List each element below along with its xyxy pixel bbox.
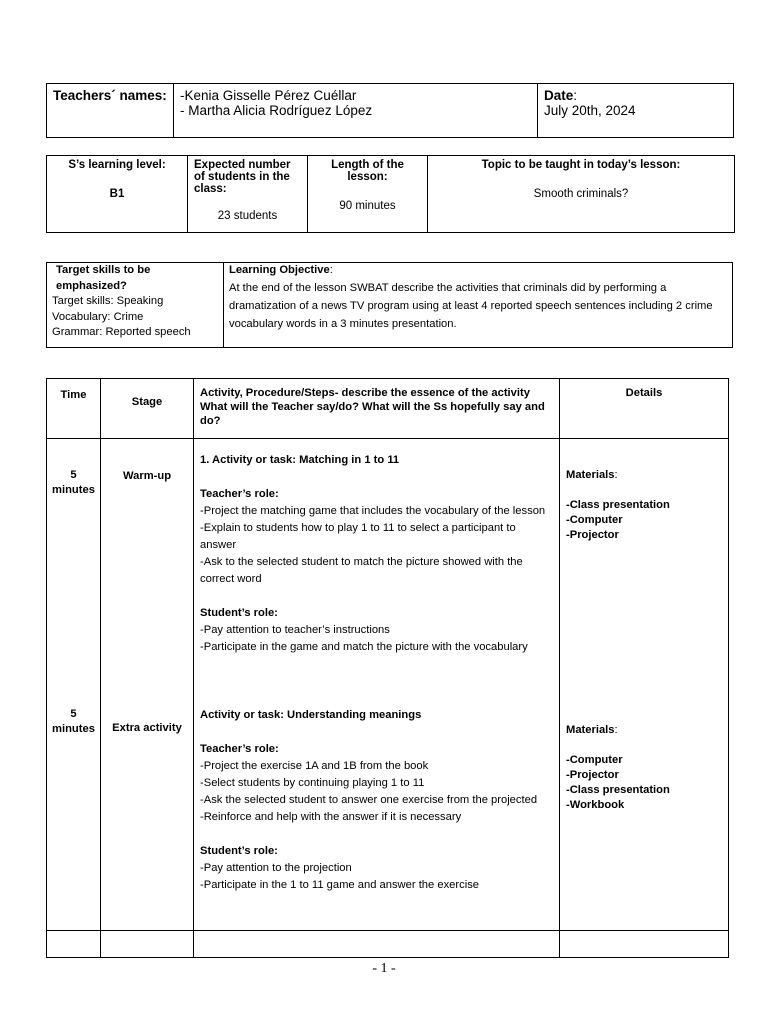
material-item: -Workbook [566,799,625,811]
teacher-step: -Explain to students how to play 1 to 11 to select a participant to answer [200,522,516,551]
teachers-label-cell [47,84,174,138]
material-item: -Computer [566,754,623,766]
skills-line-3: Grammar: Reported speech [52,326,191,338]
length-value: 90 minutes [339,200,396,212]
stage-2: Extra activity [112,722,182,734]
time-num-2: 5 [70,708,77,720]
students-label: Expected number of students in the class [194,159,291,195]
teacher-name-1: -Kenia Gisselle Pérez Cuéllar [180,88,357,103]
skills-line-1: Target skills: Speaking [52,295,164,307]
plan-body-row [47,439,729,931]
stage-cell [101,439,194,931]
page-number: - 1 - [372,961,396,976]
material-item: -Class presentation [566,499,670,511]
topic-label: Topic to be taught in today’s lesson: [481,159,681,171]
teacher-step: -Ask to the selected student to match the picture showed with the correct word [200,556,523,585]
material-item: -Computer [566,514,623,526]
empty-row [47,931,729,958]
student-role-label-2: Student’s role: [200,845,278,857]
time-cell [47,439,101,931]
stage-1: Warm-up [122,470,172,482]
materials-block-2: Materials: -Computer -Projector -Class presentation -Workbook [566,723,722,813]
teachers-table [46,83,734,138]
activity-header-line-1: Activity, Procedure/Steps- describe the essence of the activity [200,387,530,399]
student-step: -Pay attention to the projection [200,862,352,874]
student-step: -Participate in the game and match the picture with the vocabulary [200,641,528,653]
level-cell [47,156,188,233]
date-cell: Date: July 20th, 2024 [538,84,734,138]
time-block-1 [47,468,100,498]
stage-header: Stage [101,379,194,439]
topic-value: Smooth criminals? [533,188,629,200]
date-label: Date [544,88,574,103]
activity-header [194,379,560,439]
activity-title-2: Activity or task: Understanding meanings [200,709,422,721]
activity-cell [194,439,560,931]
length-label: Length of the lesson: [331,159,404,183]
objective-text: At the end of the lesson SWBAT describe the activities that criminals did by performing a dramatization of a news TV program using at least 4 reported speech sentences including 2 crime vocabulary words in a 3 minutes presentation. [229,281,713,330]
teacher-step: -Project the matching game that includes the vocabulary of the lesson [200,505,546,517]
student-step: -Pay attention to teacher’s instructions [200,624,390,636]
activity-title-1: 1. Activity or task: Matching in 1 to 11 [200,454,400,466]
activity-block-2 [200,707,553,894]
materials-block-1: Materials: -Class presentation -Computer -Projector [566,468,722,543]
objective-cell: Learning Objective: At the end of the lesson SWBAT describe the activities that criminals did by performing a dramatization of a news TV program using at least 4 reported speech sentences including 2 crime vocabulary words in a 3 minutes presentation. [224,263,733,348]
time-num-1: 5 [70,469,77,481]
material-item: -Class presentation [566,784,670,796]
activity-block-1 [200,452,553,656]
length-cell [308,156,428,233]
activity-header-line-2: What will the Teacher say/do? What will the Ss hopefully say and do? [200,401,545,427]
students-cell: Expected number of students in the class: 23 students [188,156,308,233]
students-value: 23 students [217,210,278,222]
skills-table [46,262,733,348]
topic-cell [428,156,735,233]
time-block-2 [47,707,100,737]
details-cell [560,439,729,931]
skills-cell [47,263,224,348]
student-step: -Participate in the 1 to 11 game and answer the exercise [200,879,480,891]
objective-label: Learning Objective [229,264,330,276]
time-unit-1: minutes [52,484,95,496]
student-role-label-1: Student’s role: [200,607,278,619]
teachers-label: Teachers´ names: [53,88,167,103]
teacher-step: -Project the exercise 1A and 1B from the book [200,760,429,772]
material-item: -Projector [566,529,619,541]
details-header: Details [560,379,729,439]
time-header: Time [47,379,101,439]
lesson-plan-table [46,378,729,958]
date-value: July 20th, 2024 [544,103,636,118]
material-item: -Projector [566,769,619,781]
level-value: B1 [109,188,125,200]
teacher-role-label-1: Teacher’s role: [200,488,279,500]
teacher-step: -Select students by continuing playing 1 to 11 [200,777,425,789]
teacher-step: -Ask the selected student to answer one exercise from the projected [200,794,538,806]
materials-label-2: Materials [566,724,615,736]
teacher-role-label-2: Teacher’s role: [200,743,279,755]
skills-title: Target skills to be emphasized? [56,264,151,292]
teacher-name-2: - Martha Alicia Rodríguez López [180,103,373,118]
lesson-info-table [46,155,735,233]
skills-line-2: Vocabulary: Crime [52,310,144,323]
teacher-step: -Reinforce and help with the answer if it is necessary [200,811,462,823]
time-unit-2: minutes [52,723,95,735]
level-label: S’s learning level: [68,159,166,171]
materials-label-1: Materials [566,469,615,481]
teachers-names-cell [174,84,538,138]
